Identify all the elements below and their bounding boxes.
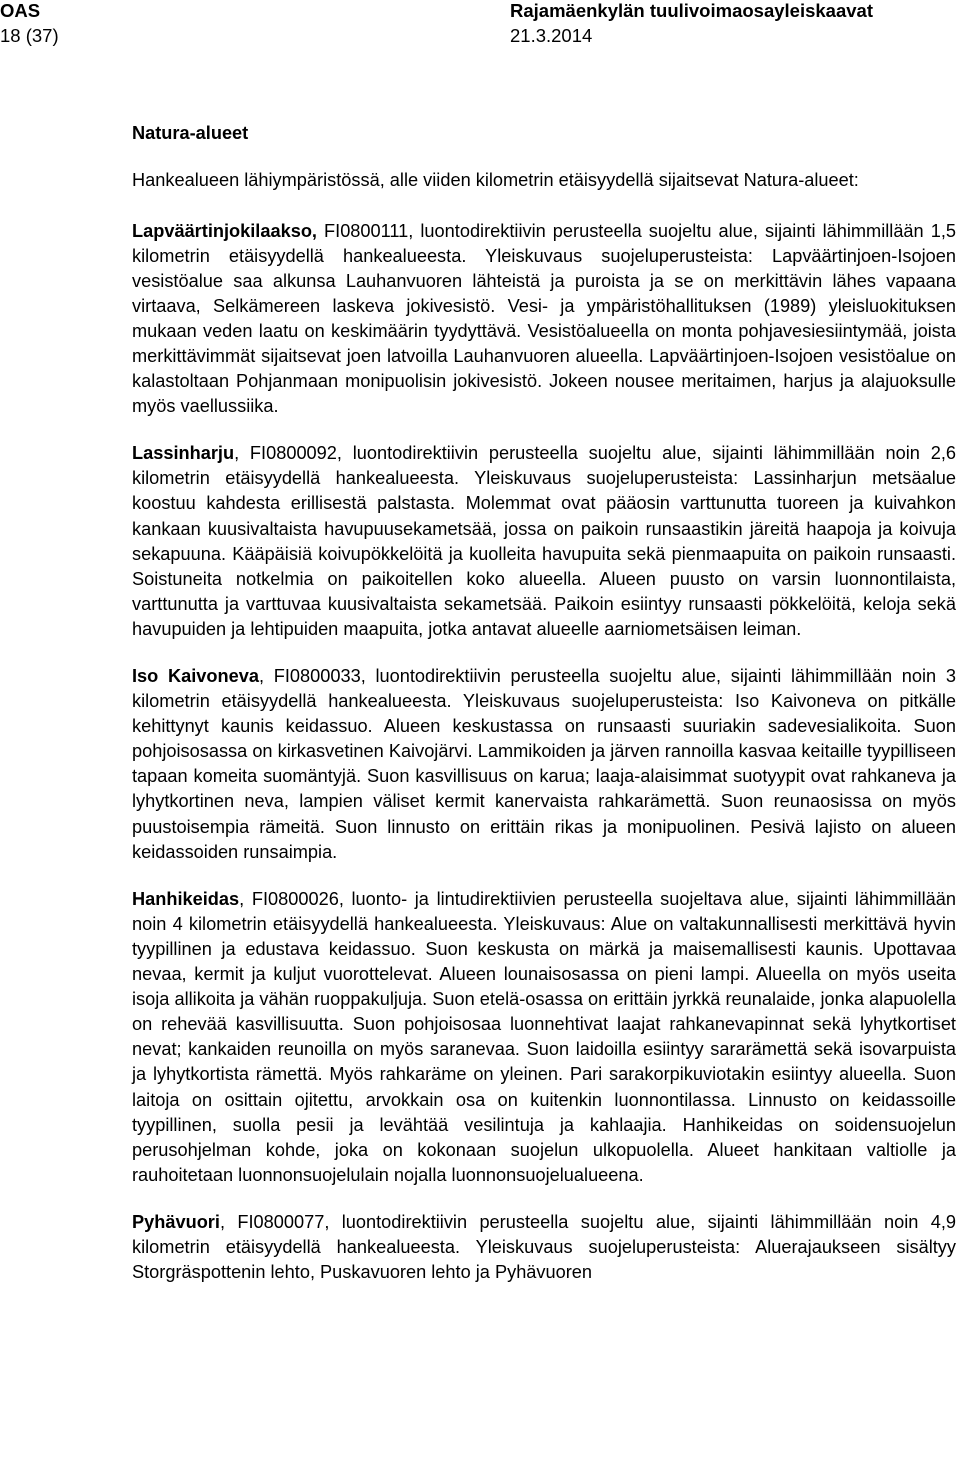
site-description: , FI0800077, luontodirektiivin perusteella suojeltu alue, sijainti lähimmillään noin 4,9 kilometrin etäisyydellä hankealueesta. Yleiskuvaus suojeluperusteista: Aluerajaukseen sisältyy Storgräspottenin lehto, Puskavuoren lehto ja Pyhävuoren [132, 1211, 956, 1283]
site-name: Lapväärtinjokilaakso, [132, 220, 317, 241]
header-date: 21.3.2014 [510, 25, 593, 46]
header-page-number: 18 (37) [0, 25, 59, 46]
natura-site-iso-kaivoneva [132, 664, 956, 865]
natura-site-lapvaartinjokilaakso [132, 219, 956, 420]
site-name: Iso Kaivoneva [132, 666, 259, 686]
header-org: OAS [0, 0, 41, 21]
section-intro: Hankealueen lähiympäristössä, alle viiden kilometrin etäisyydellä sijaitsevat Natura-alueet: [132, 170, 859, 190]
document-body [132, 121, 956, 1307]
site-description: , FI0800033, luontodirektiivin perusteella suojeltu alue, sijainti lähimmillään noin 3 kilometrin etäisyydellä hankealueesta. Yleiskuvaus suojeluperusteista: Iso Kaivoneva on pitkälle kehittynyt kaunis keidassuo. Alueen keskustassa on runsaasti suuriakin sadevesialikoita. Suon pohjoisosassa on kirkasvetinen Kaivojärvi. Lammikoiden ja järven rannoilla kasvaa keitaille tyypilliseen tapaan komeita suomäntyjä. Suon kasvillisuus on karua; laaja-alaisimmat suotyypit ovat rahkaneva ja lyhytkortinen neva, lampien väliset kermit kanervaista rahkarämettä. Suon reunaosissa on myös puustoisempia rämeitä. Suon linnusto on erittäin rikas ja monipuolinen. Pesivä lajisto on alueen keidassoiden runsaimpia. [132, 666, 956, 862]
section-heading: Natura-alueet [132, 123, 249, 143]
site-description: , FI0800092, luontodirektiivin perusteella suojeltu alue, sijainti lähimmillään noin 2,6 kilometrin etäisyydellä hankealueesta. Yleiskuvaus suojeluperusteista: Lassinharjun metsäalue koostuu kahdesta erillisestä palstasta. Molemmat ovat pääosin varttunutta tuoreen ja kuivahkon kankaan kuusivaltaista havupuusekametsää, jossa on paikoin runsaastikin järeitä haapoja ja koivuja sekapuuna. Kääpäisiä koivupökkelöitä ja kuolleita havupuita sekä pienmaapuita on paikoin runsaasti. Soistuneita notkelmia on paikoitellen koko alueella. Alueen puusto on varsin luonnontilaista, varttunutta ja varttuvaa kuusivaltaista sekametsää. Paikoin esiintyy runsaasti pökkelöitä, keloja sekä havupuiden ja lehtipuiden maapuita, jotka antavat alueelle aarniometsäisen leiman. [132, 443, 956, 639]
site-description: , FI0800026, luonto- ja lintudirektiivien perusteella suojeltava alue, sijainti lähimmillään noin 4 kilometrin etäisyydellä hankealueesta. Yleiskuvaus: Alue on valtakunnallisesti merkittävä hyvin tyypillinen ja edustava keidassuo. Suon keskusta on märkä ja maisemallisesti kaunis. Upottavaa nevaa, kermit ja kuljut vuorottelevat. Alueen lounaisosassa on pieni lampi. Alueella on myös useita isoja allikoita ja vähän ruoppakuljuja. Suon etelä-osassa on erittäin jyrkkä reunalaide, jonka alapuolella on rehevää kasvillisuutta. Suon pohjoisosaa luonnehtivat laajat rahkanevapinnat sekä lyhytkortiset nevat; kankaiden reunoilla on myös saranevaa. Suon laidoilla esiintyy sararämettä sekä isovarpuista ja lyhytkortista rämettä. Myös rahkaräme on yleinen. Pari sarakorpikuviotakin esiintyy alueella. Suon laitoja on osittain ojitettu, arvokkain osa on kuitenkin luonnontilassa. Linnusto on keidassoille tyypillinen, suolla pesii ja levähtää vesilintuja ja kahlaajia. Hanhikeidas on soidensuojelun perusohjelman kohde, joka on kokonaan suojelun ulkopuolella. Alueet hankitaan valtiolle ja rauhoitetaan luonnonsuojelulain nojalla luonnonsuojelualueena. [132, 888, 957, 1185]
natura-site-pyhavuori [132, 1210, 956, 1285]
site-description: FI0800111, luontodirektiivin perusteella suojeltu alue, sijainti lähimmillään 1,5 kilometrin etäisyydellä hankealueesta. Yleiskuvaus suojeluperusteista: Lapväärtinjoen-Isojoen vesistöalue saa alkunsa Lauhanvuoren lähteistä ja puroista ja se on merkittävin lähes vapaana virtaava, Selkämereen laskeva jokivesistö. Vesi- ja ympäristöhallituksen (1989) yleisluokituksen mukaan veden laatu on keskimäärin tyydyttävä. Vesistöalueella on monta pohjavesiesiintymää, joista merkittävimmät sijaitsevat joen latvoilla Lauhanvuoren alueella. Lapväärtinjoen-Isojoen vesistöalue on kalastoltaan Pohjanmaan monipuolisin jokivesistö. Jokeen nousee meritaimen, harjus ja alajuoksulle myös vaellussiika. [132, 220, 956, 417]
page-header [0, 0, 960, 60]
natura-site-lassinharju [132, 441, 956, 642]
site-name: Pyhävuori [132, 1211, 220, 1232]
site-name: Lassinharju [132, 443, 235, 464]
natura-site-hanhikeidas [132, 887, 956, 1188]
site-name: Hanhikeidas [132, 888, 240, 909]
header-document-title: Rajamäenkylän tuulivoimaosayleiskaavat [510, 0, 873, 21]
